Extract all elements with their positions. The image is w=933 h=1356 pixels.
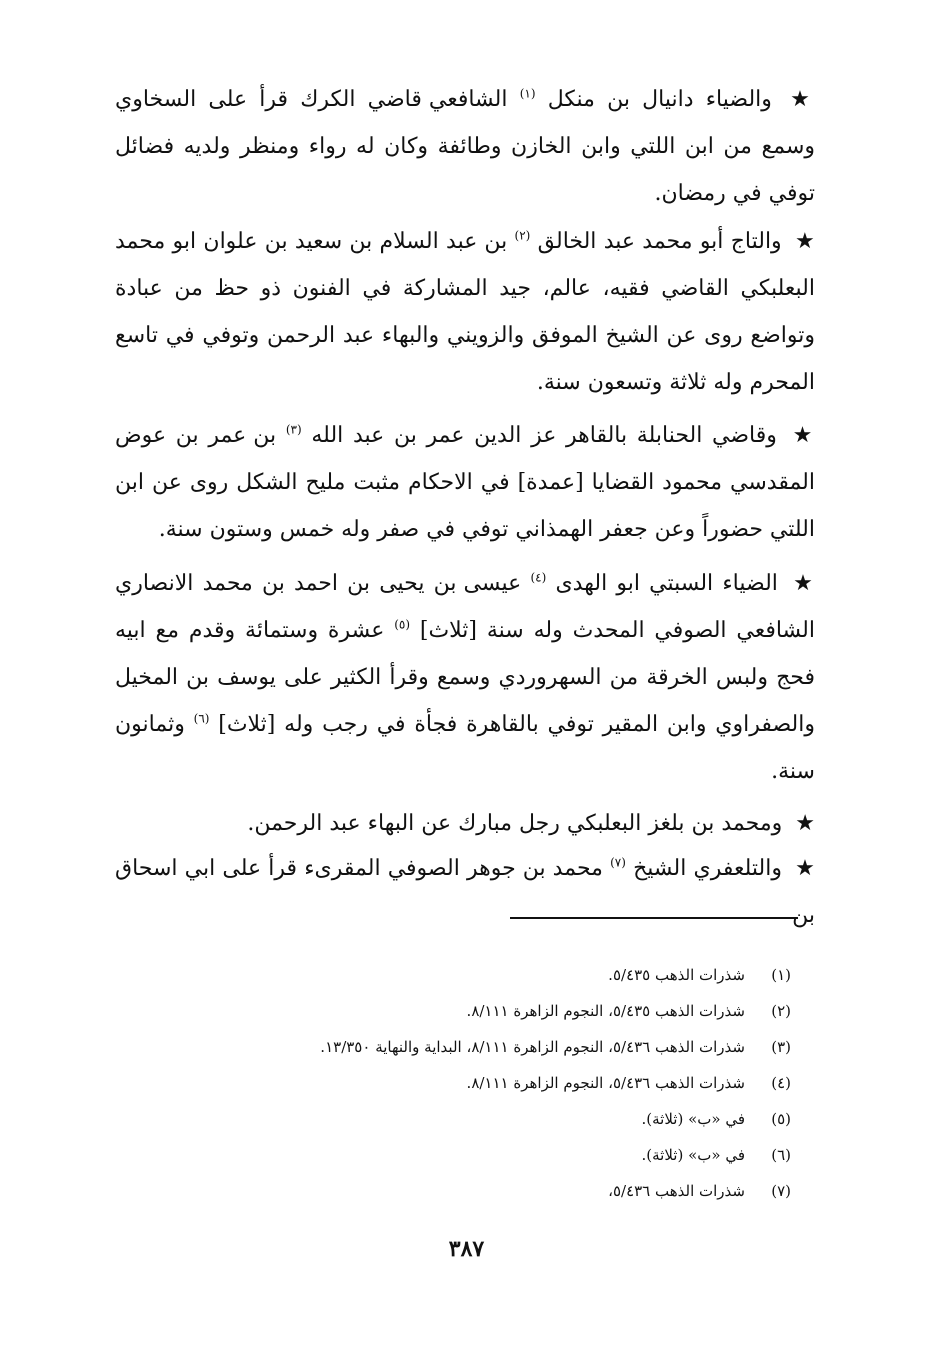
page-number: ٣٨٧ — [448, 1236, 485, 1262]
entry-text: الشافعي قاضي الكرك قرأ على السخاوي وسمع من ابن اللتي وابن الخازن وطائفة وكان له رواء ومنظر ولديه فضائل توفي في رمضان. — [115, 87, 815, 206]
footnote-item — [171, 1065, 791, 1101]
footnote-text: في «ب» (ثلاثة). — [641, 1110, 745, 1128]
entry-text: والضياء دانيال بن منكل — [547, 87, 772, 112]
footnote-ref: (٣) — [285, 422, 302, 437]
star-bullet: ★ — [793, 571, 815, 596]
footnote-divider — [510, 917, 798, 919]
footnote-number: (٧) — [771, 1182, 791, 1200]
star-bullet: ★ — [795, 856, 815, 881]
entry-2 — [115, 218, 815, 406]
entry-5 — [115, 800, 815, 847]
footnote-ref: (١) — [519, 86, 536, 101]
footnote-text: شذرات الذهب ٥/٤٣٥. — [608, 966, 745, 984]
entry-text: بن عمر بن عوض المقدسي محمود القضايا [عمدة] في الاحكام مثبت مليح الشكل روى عن ابن اللتي حضوراً وعن جعفر الهمذاني توفي في صفر وله خمس وستون سنة. — [115, 423, 815, 542]
entry-text: عشرة وستمائة وقدم مع ابيه فحج ولبس الخرقة من السهروردي وسمع وقرأ الكثير على يوسف بن المخيل والصفراوي وابن المقير توفي بالقاهرة فجأة في رجب وله [ثلاث] — [115, 618, 815, 737]
entry-text: محمد بن جوهر الصوفي المقرىء قرأ على ابي اسحاق بن — [115, 856, 815, 928]
footnote-number: (٦) — [771, 1146, 791, 1164]
footnote-item — [171, 1101, 791, 1137]
star-bullet: ★ — [795, 811, 815, 836]
footnote-number: (١) — [771, 966, 791, 984]
footnote-text: شذرات الذهب ٥/٤٣٦، النجوم الزاهرة ٨/١١١، البداية والنهاية ١٣/٣٥٠. — [320, 1038, 745, 1056]
entry-text: والتاج أبو محمد عبد الخالق — [537, 229, 782, 254]
footnote-text: شذرات الذهب ٥/٤٣٥، النجوم الزاهرة ٨/١١١. — [466, 1002, 745, 1020]
footnote-text: شذرات الذهب ٥/٤٣٦، — [608, 1182, 745, 1200]
entry-3 — [115, 412, 815, 553]
entry-4 — [115, 560, 815, 795]
footnote-number: (٥) — [771, 1110, 791, 1128]
entry-1 — [115, 76, 815, 217]
footnote-item — [171, 957, 791, 993]
footnote-ref: (٥) — [394, 617, 411, 632]
star-bullet: ★ — [794, 229, 815, 254]
footnote-item — [171, 1173, 791, 1209]
entry-6 — [115, 845, 815, 939]
star-bullet: ★ — [792, 423, 816, 448]
footnote-number: (٤) — [771, 1074, 791, 1092]
entry-text: والتلعفري الشيخ — [633, 856, 782, 881]
footnote-ref: (٧) — [610, 855, 626, 870]
entry-text: عيسى بن يحيى بن احمد بن محمد الانصاري الشافعي الصوفي المحدث وله سنة [ثلاث] — [115, 571, 815, 643]
entry-text: الضياء السبتي ابو الهدى — [555, 571, 778, 596]
entry-text: وقاضي الحنابلة بالقاهر عز الدين عمر بن عبد الله — [311, 423, 777, 448]
star-bullet: ★ — [790, 87, 815, 112]
footnote-ref: (٢) — [514, 228, 531, 243]
footnote-text: شذرات الذهب ٥/٤٣٦، النجوم الزاهرة ٨/١١١. — [466, 1074, 745, 1092]
footnote-item — [171, 993, 791, 1029]
footnote-number: (٣) — [771, 1038, 791, 1056]
entry-text: وثمانون سنة. — [115, 712, 815, 784]
footnote-ref: (٤) — [530, 570, 547, 585]
footnote-number: (٢) — [771, 1002, 791, 1020]
footnote-item — [171, 1029, 791, 1065]
footnote-text: في «ب» (ثلاثة). — [641, 1146, 745, 1164]
footnote-item — [171, 1137, 791, 1173]
entry-text: بن عبد السلام بن سعيد بن علوان ابو محمد البعلبكي القاضي فقيه، عالم، جيد المشاركة في الفنون ذو حظ من عبادة وتواضع روى عن الشيخ الموفق والزويني والبهاء عبد الرحمن وتوفي في تاسع المحرم وله ثلاثة وتسعون سنة. — [115, 229, 815, 395]
footnote-ref: (٦) — [193, 711, 210, 726]
footnotes-list — [171, 957, 791, 1209]
entry-text: ومحمد بن بلغز البعلبكي رجل مبارك عن البهاء عبد الرحمن. — [247, 811, 783, 836]
